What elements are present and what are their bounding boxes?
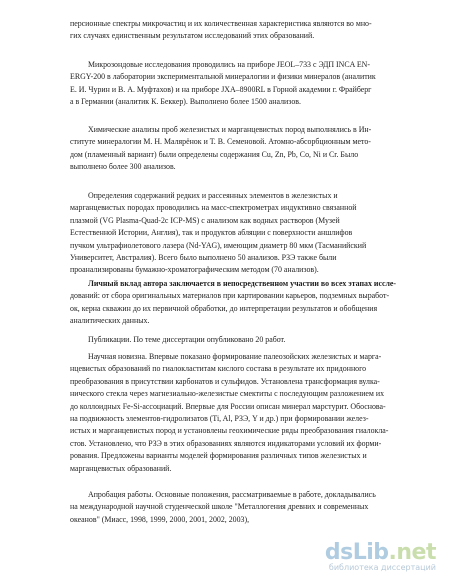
text-line: Личный вклад автора заключается в непосредственном участии во всех этапах иссле- [88, 279, 397, 288]
text-line: гих случаях единственным результатом исследований этих образований. [70, 31, 315, 41]
paragraph-personal-contribution [70, 278, 425, 328]
text-line: на международной научной студенческой школе "Металлогения древних и современных [70, 502, 369, 512]
text-line: океанов" (Миасс, 1998, 1999, 2000, 2001, 2002, 2003), [70, 514, 250, 524]
text-line: нцевистых образований по гиалокластитам кислого состава в результате их придонного [70, 364, 367, 374]
text-line: Университет, Австралия). Всего было выполнено 50 анализов. РЗЭ также были [70, 253, 337, 263]
text-line: дом (пламенный вариант) были определены содержания Cu, Zn, Pb, Co, Ni и Cr. Было [70, 149, 359, 159]
text-line: марганцевистых породах проводились на масс-спектрометрах индуктивно связанной [70, 203, 357, 213]
text-line: Е. И. Чурин и В. А. Муфтахов) и на приборе JXA–8900RL в Горной академии г. Фрайберг [70, 84, 372, 94]
watermark-subtitle: библиотека диссертаций [328, 563, 436, 572]
text-line: плазмой (VG Plasma-Quad-2c ICP-MS) с анализом как водных растворов (Музей [70, 215, 340, 225]
text-line: дований: от сбора оригинальных материалов при картировании карьеров, подземных выработ- [70, 291, 390, 301]
watermark-logo: dsLib.net [324, 540, 436, 565]
text-line: стов. Установлено, что РЗЭ в этих образованиях являются индикаторами условий их форми- [70, 438, 382, 448]
text-line: нического стекла через магнезиально-железистые смектиты с последующим разложением их [70, 389, 385, 399]
text-line: выполнено более 300 анализов. [70, 162, 176, 172]
text-line: преобразования в присутствии карбонатов и сульфидов. Установлена трансформация вулка- [70, 376, 380, 386]
paragraph-publications [70, 334, 425, 346]
text-line: персионные спектры микрочастиц и их количественная характеристика являются во мно- [70, 19, 372, 28]
watermark [325, 540, 436, 572]
text-line: марганцевистых образований. [70, 463, 172, 473]
text-line: Апробация работы. Основные положения, рассматриваемые в работе, докладывались [88, 490, 376, 499]
text-line: Определения содержаний редких и рассеянных элементов в железистых и [88, 191, 338, 200]
paragraph-chemical [70, 124, 425, 174]
text-line: до коллоидных Fe-Si-ассоциаций. Впервые для России описан минерал марстурит. Обоснова- [70, 401, 386, 411]
text-line: Публикации. По теме диссертации опубликовано 20 работ. [88, 335, 286, 344]
paragraph-novelty [70, 351, 425, 475]
text-line: ERGY-200 в лаборатории экспериментальной минералогии и физики минералов (аналитик [70, 72, 376, 82]
text-line: на подвижность элементов-гидролизатов (Ti, Al, РЗЭ, Y и др.) при формировании желез- [70, 414, 369, 424]
text-line: Микрозондовые исследования проводились на приборе JEOL–733 с ЭДП INCA EN- [88, 60, 371, 69]
text-line: пучком ультрафиолетового лазера (Nd-YAG), имеющим диаметр 80 мкм (Тасманийский [70, 240, 367, 250]
paragraph-rare-elements [70, 190, 425, 277]
text-line: Химические анализы проб железистых и марганцевистых пород выполнялись в Ин- [88, 125, 372, 134]
text-line: ституте минералогии М. Н. Малярёнок и Т. В. Семеновой. Атомно-абсорбционным мето- [70, 137, 371, 147]
text-line: а в Германии (аналитик К. Беккер). Выполнено более 1500 анализов. [70, 97, 301, 107]
text-line: Научная новизна. Впервые показано формирование палеозойских железистых и марга- [88, 352, 382, 361]
text-line: ок, керна скважин до их первичной обработки, до интерпретации результатов и обобщения [70, 303, 378, 313]
paragraph-microprobe [70, 59, 425, 109]
text-line: рования. Предложены варианты моделей формирования различных типов железистых и [70, 451, 367, 461]
text-line: аналитических данных. [70, 316, 150, 326]
text-line: Естественной Истории, Англия), так и продуктов абляции с поверхности аншлифов [70, 228, 353, 238]
text-line: истых и марганцевистых пород и установлены геохимические ряды преобразования гиалокла- [70, 426, 389, 436]
paragraph-approbation [70, 489, 425, 526]
text-line: проанализированы бумажно-хроматографическим методом (70 анализов). [70, 265, 319, 275]
paragraph-spectra [70, 18, 425, 43]
